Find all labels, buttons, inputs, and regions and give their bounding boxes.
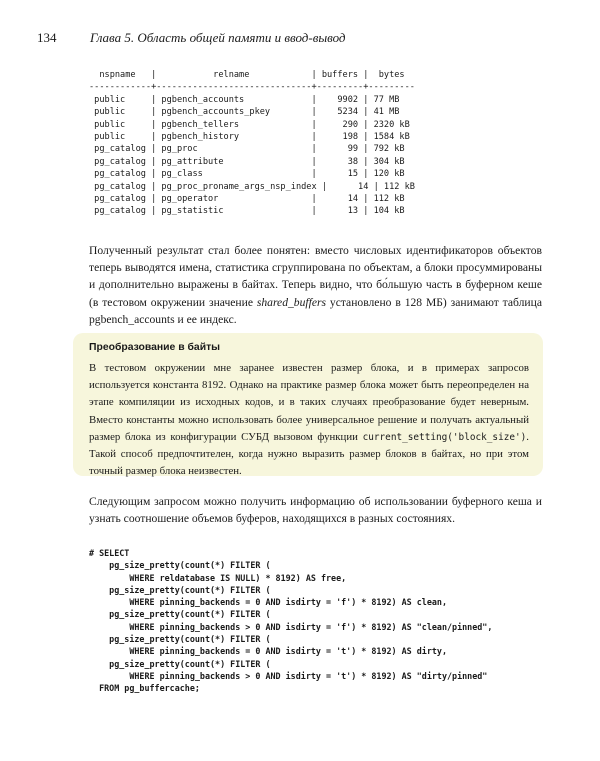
note-body [89, 360, 529, 480]
code-line: WHERE pinning_backends > 0 AND isdirty = 't') * 8192) AS "dirty/pinned" [89, 670, 488, 681]
code-line: pg_size_pretty(count(*) FILTER ( [89, 584, 271, 595]
table-separator-line: ------------+------------------------------+---------+--------- [89, 82, 415, 93]
note-box [73, 333, 543, 476]
code-line: WHERE pinning_backends = 0 AND isdirty = 'f') * 8192) AS clean, [89, 597, 447, 608]
code-line: pg_size_pretty(count(*) FILTER ( [89, 634, 271, 645]
page-number: 134 [37, 30, 57, 45]
table-row: pg_catalog | pg_proc | 99 | 792 kB [89, 144, 405, 155]
note-title: Преобразование в байты [89, 342, 221, 353]
sql-code-block [89, 547, 492, 695]
table-row: pg_catalog | pg_class | 15 | 120 kB [89, 169, 405, 180]
table-row: public | pgbench_accounts | 9902 | 77 MB [89, 94, 400, 105]
note-text: . Такой способ предпочтителен, когда нужно выразить размер блоков в байтах, но при этом точный размер блока неизвестен. [89, 430, 529, 478]
paragraph-text: Полученный результат стал более понятен: вместо числовых идентификаторов объектов теперь выводятся имена, статистика сгруппирована по объектам, а блоки просуммированы и дополнительно выражены в байтах. Теперь видно, что бо́льшую часть в буферном кеше (в тестовом окружении значение [89, 244, 542, 309]
code-line: WHERE pinning_backends > 0 AND isdirty = 'f') * 8192) AS "clean/pinned", [89, 621, 493, 632]
code-line: WHERE reldatabase IS NULL) * 8192) AS free, [89, 572, 347, 583]
chapter-title: Глава 5. Область общей памяти и ввод-вывод [90, 30, 346, 45]
table-row: pg_catalog | pg_proc_proname_args_nsp_index | 14 | 112 kB [89, 181, 415, 192]
code-line: pg_size_pretty(count(*) FILTER ( [89, 609, 271, 620]
code-line: WHERE pinning_backends = 0 AND isdirty = 't') * 8192) AS dirty, [89, 646, 447, 657]
table-row: pg_catalog | pg_operator | 14 | 112 kB [89, 194, 405, 205]
code-line: # SELECT [89, 548, 130, 558]
table-header-line: nspname | relname | buffers | bytes [89, 70, 405, 80]
body-paragraph-2: Следующим запросом можно получить информацию об использовании буферного кеша и узнать соотношение объемов буферов, находящихся в разных состояниях. [89, 495, 542, 526]
paragraph-text: установлено в 128 МБ) занимают таблица pgbench_accounts и ее индекс. [89, 295, 542, 326]
table-row: pg_catalog | pg_statistic | 13 | 104 kB [89, 206, 405, 217]
note-text: В тестовом окружении мне заранее известен размер блока, и в примерах запросов используется константа 8192. Однако на практике размер блока может быть переопределен на этапе компиляции из исходных кодов, и в таких случаях преобразование будет неверным. Вместо константы можно использовать более универсальное решение и получать актуальный размер блока из конфигурации СУБД вызовом функции [89, 362, 529, 443]
body-paragraph-1 [89, 242, 542, 328]
query-result-table [89, 69, 415, 218]
note-inline-code: current_setting('block_size') [362, 431, 527, 443]
table-row: pg_catalog | pg_attribute | 38 | 304 kB [89, 156, 405, 167]
code-line: pg_size_pretty(count(*) FILTER ( [89, 658, 271, 669]
table-row: public | pgbench_history | 198 | 1584 kB [89, 132, 410, 143]
code-line: FROM pg_buffercache; [89, 683, 200, 694]
code-line: pg_size_pretty(count(*) FILTER ( [89, 560, 271, 571]
paragraph-emphasis: shared_buffers [256, 295, 327, 309]
table-row: public | pgbench_accounts_pkey | 5234 | 41 MB [89, 107, 400, 118]
table-row: public | pgbench_tellers | 290 | 2320 kB [89, 119, 410, 130]
